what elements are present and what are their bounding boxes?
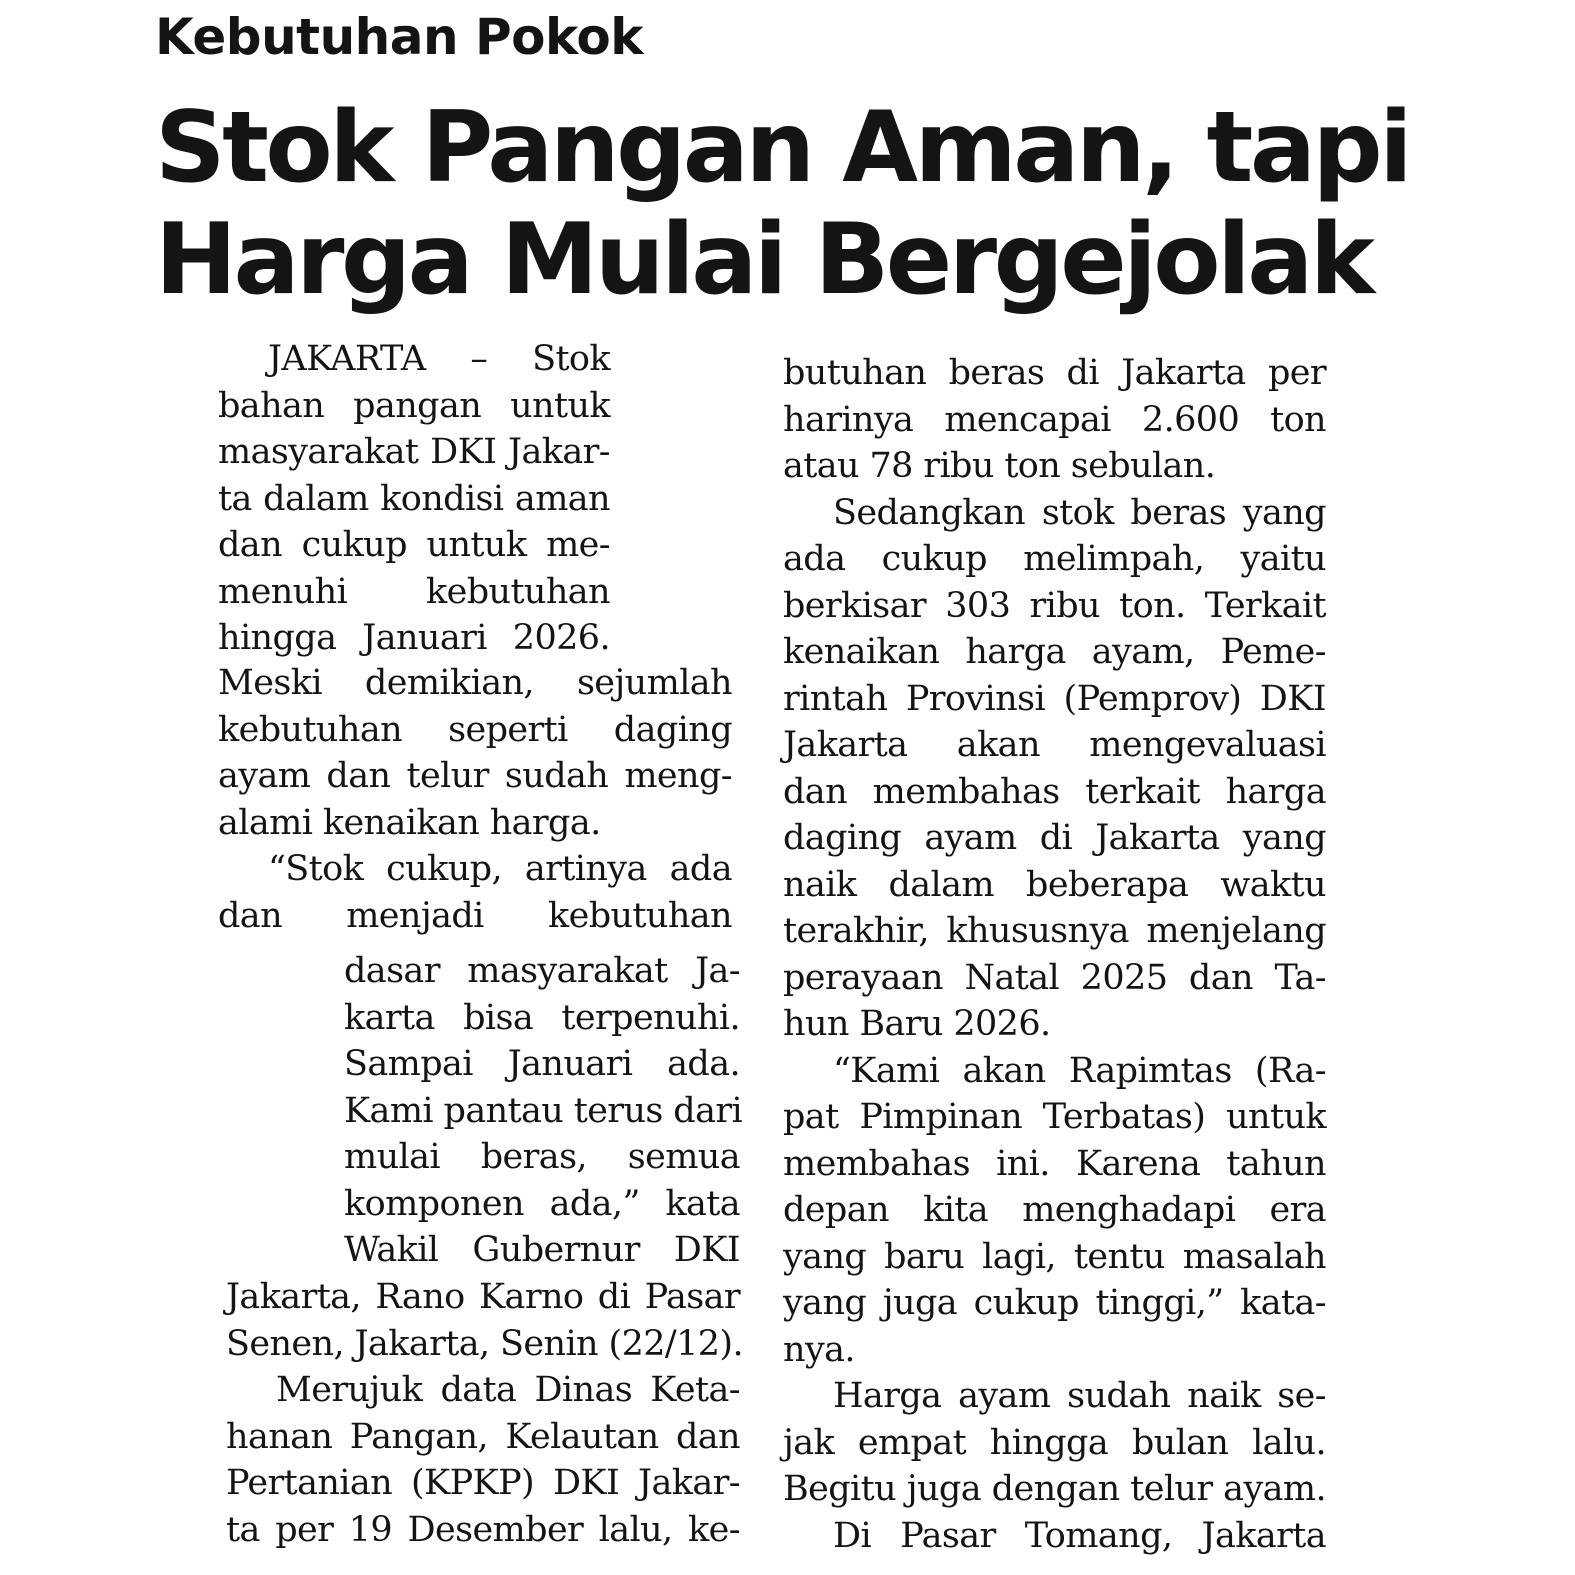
body-line: mulai beras, semua <box>344 1137 740 1177</box>
body-line: Jakarta, Rano Karno di Pasar <box>226 1277 740 1317</box>
body-column-1-segment-c <box>344 948 743 1274</box>
body-line: Wakil Gubernur DKI <box>344 1230 740 1270</box>
body-line: dan menjadi kebutuhan <box>218 895 732 936</box>
body-column-2 <box>783 350 1326 1559</box>
body-line: Sampai Januari ada. <box>344 1044 740 1084</box>
body-line: “Kami akan Rapimtas (Ra- <box>833 1050 1326 1091</box>
article-kicker: Kebutuhan Pokok <box>155 8 644 66</box>
body-line: bahan pangan untuk <box>218 385 610 426</box>
body-line: depan kita menghadapi era <box>783 1190 1326 1230</box>
body-line: hanan Pangan, Kelautan dan <box>226 1416 740 1457</box>
body-line: naik dalam beberapa waktu <box>783 864 1326 905</box>
body-line: harinya mencapai 2.600 ton <box>783 399 1326 440</box>
body-line: Begitu juga dengan telur ayam. <box>783 1469 1326 1509</box>
body-line: pat Pimpinan Terbatas) untuk <box>783 1097 1326 1137</box>
body-line: rintah Provinsi (Pemprov) DKI <box>783 678 1326 719</box>
body-line: berkisar 303 ribu ton. Terkait <box>783 585 1326 626</box>
body-line: ayam dan telur sudah meng- <box>218 756 732 796</box>
body-line: karta bisa terpenuhi. <box>344 997 740 1038</box>
body-line: Meski demikian, sejumlah <box>218 663 732 703</box>
body-line: dasar masyarakat Ja- <box>344 951 740 991</box>
body-line: yang juga cukup tinggi,” kata- <box>783 1283 1326 1323</box>
body-line: kenaikan harga ayam, Peme- <box>783 632 1326 672</box>
body-line: Di Pasar Tomang, Jakarta <box>833 1515 1326 1556</box>
body-line: Merujuk data Dinas Keta- <box>276 1370 740 1410</box>
body-line: alami kenaikan harga. <box>218 802 601 843</box>
body-line: jak empat hingga bulan lalu. <box>783 1422 1326 1463</box>
body-line: Jakarta akan mengevaluasi <box>783 725 1326 765</box>
body-column-1-segment-d <box>226 1274 744 1553</box>
body-line: ada cukup melimpah, yaitu <box>783 539 1326 579</box>
headline-line-2: Harga Mulai Bergejolak <box>155 203 1372 317</box>
body-line: membahas ini. Karena tahun <box>783 1143 1326 1184</box>
body-line: menuhi kebutuhan <box>218 571 610 612</box>
body-line: kebutuhan seperti daging <box>218 709 732 750</box>
body-line: Harga ayam sudah naik se- <box>833 1376 1326 1416</box>
body-line: dan membahas terkait harga <box>783 771 1326 812</box>
body-column-1-segment-b <box>218 660 732 939</box>
body-line: Kami pantau terus dari <box>344 1090 743 1131</box>
body-line: Senen, Jakarta, Senin (22/12). <box>226 1323 744 1364</box>
body-line: “Stok cukup, artinya ada <box>268 849 732 889</box>
body-line: terakhir, khususnya menjelang <box>783 911 1326 951</box>
body-line: masyarakat DKI Jakar- <box>218 432 610 472</box>
body-line: butuhan beras di Jakarta per <box>783 353 1326 393</box>
headline-line-1: Stok Pangan Aman, tapi <box>155 91 1410 205</box>
body-line: Pertanian (KPKP) DKI Jakar- <box>226 1463 740 1503</box>
body-line: Sedangkan stok beras yang <box>833 492 1326 533</box>
body-column-1-segment-a <box>218 336 610 662</box>
body-line: atau 78 ribu ton sebulan. <box>783 446 1216 486</box>
article-headline <box>155 92 1409 316</box>
body-line: hingga Januari 2026. <box>218 618 610 658</box>
body-line: nya. <box>783 1329 855 1370</box>
body-line: yang baru lagi, tentu masalah <box>783 1236 1326 1277</box>
body-line: JAKARTA – Stok <box>268 339 610 379</box>
body-line: ta per 19 Desember lalu, ke- <box>226 1509 740 1550</box>
body-line: hun Baru 2026. <box>783 1004 1051 1044</box>
body-line: daging ayam di Jakarta yang <box>783 818 1326 858</box>
body-line: ta dalam kondisi aman <box>218 478 610 519</box>
body-line: perayaan Natal 2025 dan Ta- <box>783 957 1326 998</box>
body-line: dan cukup untuk me- <box>218 525 610 565</box>
body-line: komponen ada,” kata <box>344 1183 740 1224</box>
